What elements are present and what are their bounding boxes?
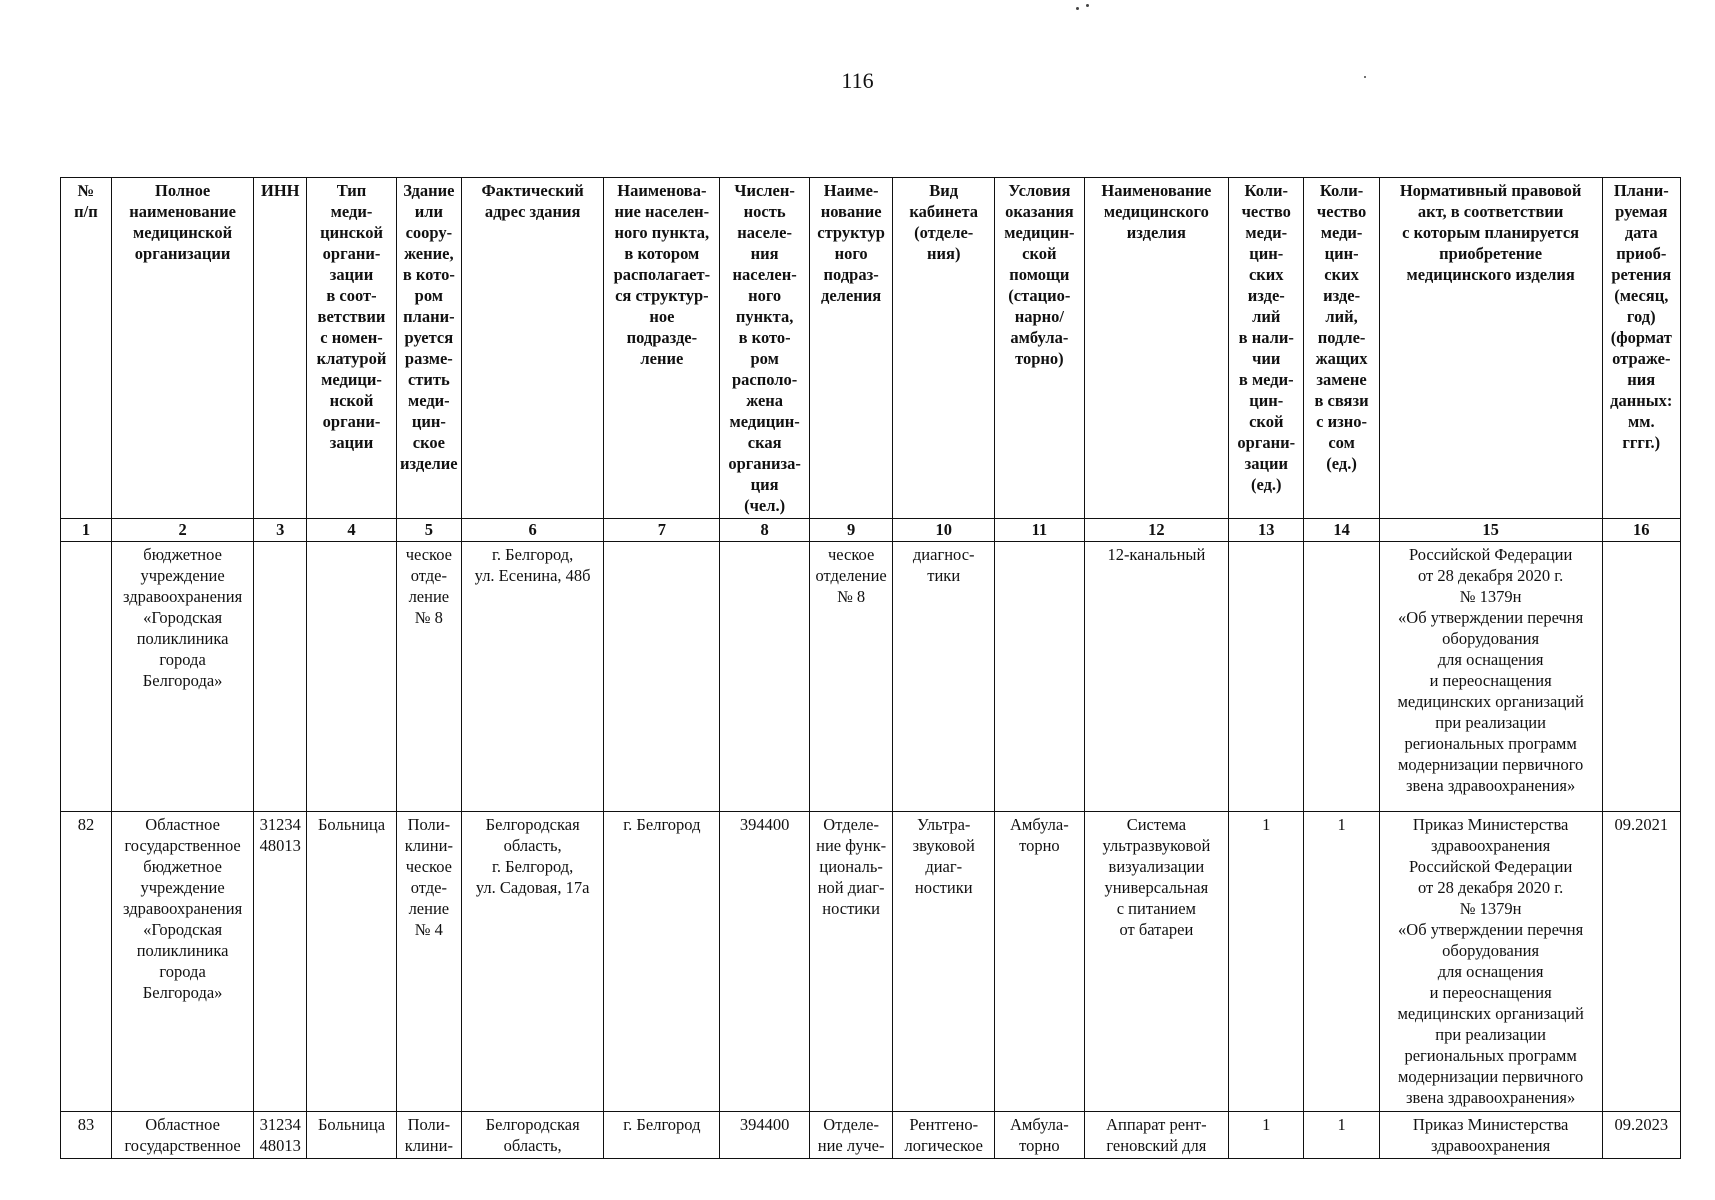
legal-act-cell: Приказ Министерства здравоохранения Российской Федерации от 28 декабря 2020 г. № 1379н «Об утверждении перечня оборудования для оснащения и переоснащения медицинских организаций при реализации региональных программ модернизации первичного звена здравоохранения» bbox=[1379, 812, 1602, 1112]
column-number: 7 bbox=[604, 519, 720, 542]
header-cell: ИНН bbox=[254, 178, 307, 519]
population-cell: 394400 bbox=[720, 812, 810, 1112]
cabinet-cell: Рентгено- логическое bbox=[893, 1112, 995, 1159]
org-name-cell: Областное государственное бюджетное учреждение здравоохранения «Городская поликлиника города Белгорода» bbox=[111, 812, 253, 1112]
conditions-cell bbox=[995, 542, 1085, 812]
header-cell: Фактический адрес здания bbox=[461, 178, 603, 519]
inn-cell: 31234 48013 bbox=[254, 1112, 307, 1159]
locality-cell: г. Белгород bbox=[604, 812, 720, 1112]
locality-cell: г. Белгород bbox=[604, 1112, 720, 1159]
scan-speck bbox=[1076, 7, 1079, 10]
column-number: 6 bbox=[461, 519, 603, 542]
header-cell: Наименование медицинского изделия bbox=[1084, 178, 1228, 519]
header-cell: Коли- чество меди- цин- ских изде- лий в нали- чии в меди- цин- ской органи- зации (ед.) bbox=[1229, 178, 1304, 519]
address-cell: Белгородская область, г. Белгород, ул. Садовая, 17а bbox=[461, 812, 603, 1112]
org-name-cell: бюджетное учреждение здравоохранения «Городская поликлиника города Белгорода» bbox=[111, 542, 253, 812]
header-cell: Полное наименование медицинской организации bbox=[111, 178, 253, 519]
table-row bbox=[61, 542, 1681, 812]
qty-replace-cell: 1 bbox=[1304, 812, 1379, 1112]
unit-cell: Отделе- ние функ- циональ- ной диаг- ностики bbox=[809, 812, 892, 1112]
column-number: 15 bbox=[1379, 519, 1602, 542]
column-number: 4 bbox=[307, 519, 397, 542]
column-number: 3 bbox=[254, 519, 307, 542]
column-number: 8 bbox=[720, 519, 810, 542]
column-number: 11 bbox=[995, 519, 1085, 542]
header-cell: Вид кабинета (отделе- ния) bbox=[893, 178, 995, 519]
column-number: 14 bbox=[1304, 519, 1379, 542]
header-cell: Нормативный правовой акт, в соответствии с которым планируется приобретение медицинского изделия bbox=[1379, 178, 1602, 519]
building-cell: Поли- клини- ческое отде- ление № 4 bbox=[396, 812, 461, 1112]
header-cell: Тип меди- цинской органи- зации в соот- ветствии с номен- клатурой медици- нской органи- зации bbox=[307, 178, 397, 519]
org-type-cell bbox=[307, 542, 397, 812]
building-cell: ческое отде- ление № 8 bbox=[396, 542, 461, 812]
org-type-cell: Больница bbox=[307, 1112, 397, 1159]
inn-cell bbox=[254, 542, 307, 812]
building-cell: Поли- клини- bbox=[396, 1112, 461, 1159]
planned-date-cell: 09.2023 bbox=[1602, 1112, 1680, 1159]
qty-replace-cell: 1 bbox=[1304, 1112, 1379, 1159]
address-cell: Белгородская область, bbox=[461, 1112, 603, 1159]
column-number: 9 bbox=[809, 519, 892, 542]
population-cell: 394400 bbox=[720, 1112, 810, 1159]
population-cell bbox=[720, 542, 810, 812]
address-cell: г. Белгород, ул. Есенина, 48б bbox=[461, 542, 603, 812]
org-name-cell: Областное государственное bbox=[111, 1112, 253, 1159]
cabinet-cell: диагнос- тики bbox=[893, 542, 995, 812]
org-type-cell: Больница bbox=[307, 812, 397, 1112]
legal-act-cell: Российской Федерации от 28 декабря 2020 г. № 1379н «Об утверждении перечня оборудования для оснащения и переоснащения медицинских организаций при реализации региональных программ модернизации первичного звена здравоохранения» bbox=[1379, 542, 1602, 812]
device-cell: Система ультразвуковой визуализации универсальная с питанием от батареи bbox=[1084, 812, 1228, 1112]
header-cell: Числен- ность населе- ния населен- ного пункта, в кото- ром располо- жена медицин- ская организа- ция (чел.) bbox=[720, 178, 810, 519]
scan-speck bbox=[1086, 4, 1089, 7]
unit-cell: ческое отделение № 8 bbox=[809, 542, 892, 812]
qty-available-cell: 1 bbox=[1229, 812, 1304, 1112]
cabinet-cell: Ультра- звуковой диаг- ностики bbox=[893, 812, 995, 1112]
column-number: 16 bbox=[1602, 519, 1680, 542]
header-cell: Наименова- ние населен- ного пункта, в котором располагает- ся структур- ное подразде- ление bbox=[604, 178, 720, 519]
header-cell: Плани- руемая дата приоб- ретения (месяц, год) (формат отраже- ния данных: мм. гггг.) bbox=[1602, 178, 1680, 519]
column-number: 12 bbox=[1084, 519, 1228, 542]
row-number: 82 bbox=[61, 812, 112, 1112]
device-cell: 12-канальный bbox=[1084, 542, 1228, 812]
qty-replace-cell bbox=[1304, 542, 1379, 812]
row-number bbox=[61, 542, 112, 812]
header-cell: Наиме- нование структур ного подраз- деления bbox=[809, 178, 892, 519]
page-number: 116 bbox=[841, 68, 874, 93]
table-row bbox=[61, 1112, 1681, 1159]
column-number: 1 bbox=[61, 519, 112, 542]
header-cell: № п/п bbox=[61, 178, 112, 519]
column-number: 5 bbox=[396, 519, 461, 542]
column-number: 13 bbox=[1229, 519, 1304, 542]
header-cell: Коли- чество меди- цин- ских изде- лий, подле- жащих замене в связи с изно- сом (ед.) bbox=[1304, 178, 1379, 519]
row-number: 83 bbox=[61, 1112, 112, 1159]
planned-date-cell bbox=[1602, 542, 1680, 812]
table-row bbox=[61, 812, 1681, 1112]
inn-cell: 31234 48013 bbox=[254, 812, 307, 1112]
qty-available-cell bbox=[1229, 542, 1304, 812]
column-number-row bbox=[61, 519, 1681, 542]
column-number: 10 bbox=[893, 519, 995, 542]
header-cell: Здание или соору- жение, в кото- ром плани- руется разме- стить меди- цин- ское изделие bbox=[396, 178, 461, 519]
locality-cell bbox=[604, 542, 720, 812]
equipment-table bbox=[60, 177, 1681, 1159]
header-cell: Условия оказания медицин- ской помощи (стацио- нарно/ амбула- торно) bbox=[995, 178, 1085, 519]
column-number: 2 bbox=[111, 519, 253, 542]
conditions-cell: Амбула- торно bbox=[995, 812, 1085, 1112]
device-cell: Аппарат рент- геновский для bbox=[1084, 1112, 1228, 1159]
conditions-cell: Амбула- торно bbox=[995, 1112, 1085, 1159]
header-row bbox=[61, 178, 1681, 519]
planned-date-cell: 09.2021 bbox=[1602, 812, 1680, 1112]
legal-act-cell: Приказ Министерства здравоохранения bbox=[1379, 1112, 1602, 1159]
scan-speck bbox=[1364, 76, 1366, 78]
unit-cell: Отделе- ние луче- bbox=[809, 1112, 892, 1159]
qty-available-cell: 1 bbox=[1229, 1112, 1304, 1159]
